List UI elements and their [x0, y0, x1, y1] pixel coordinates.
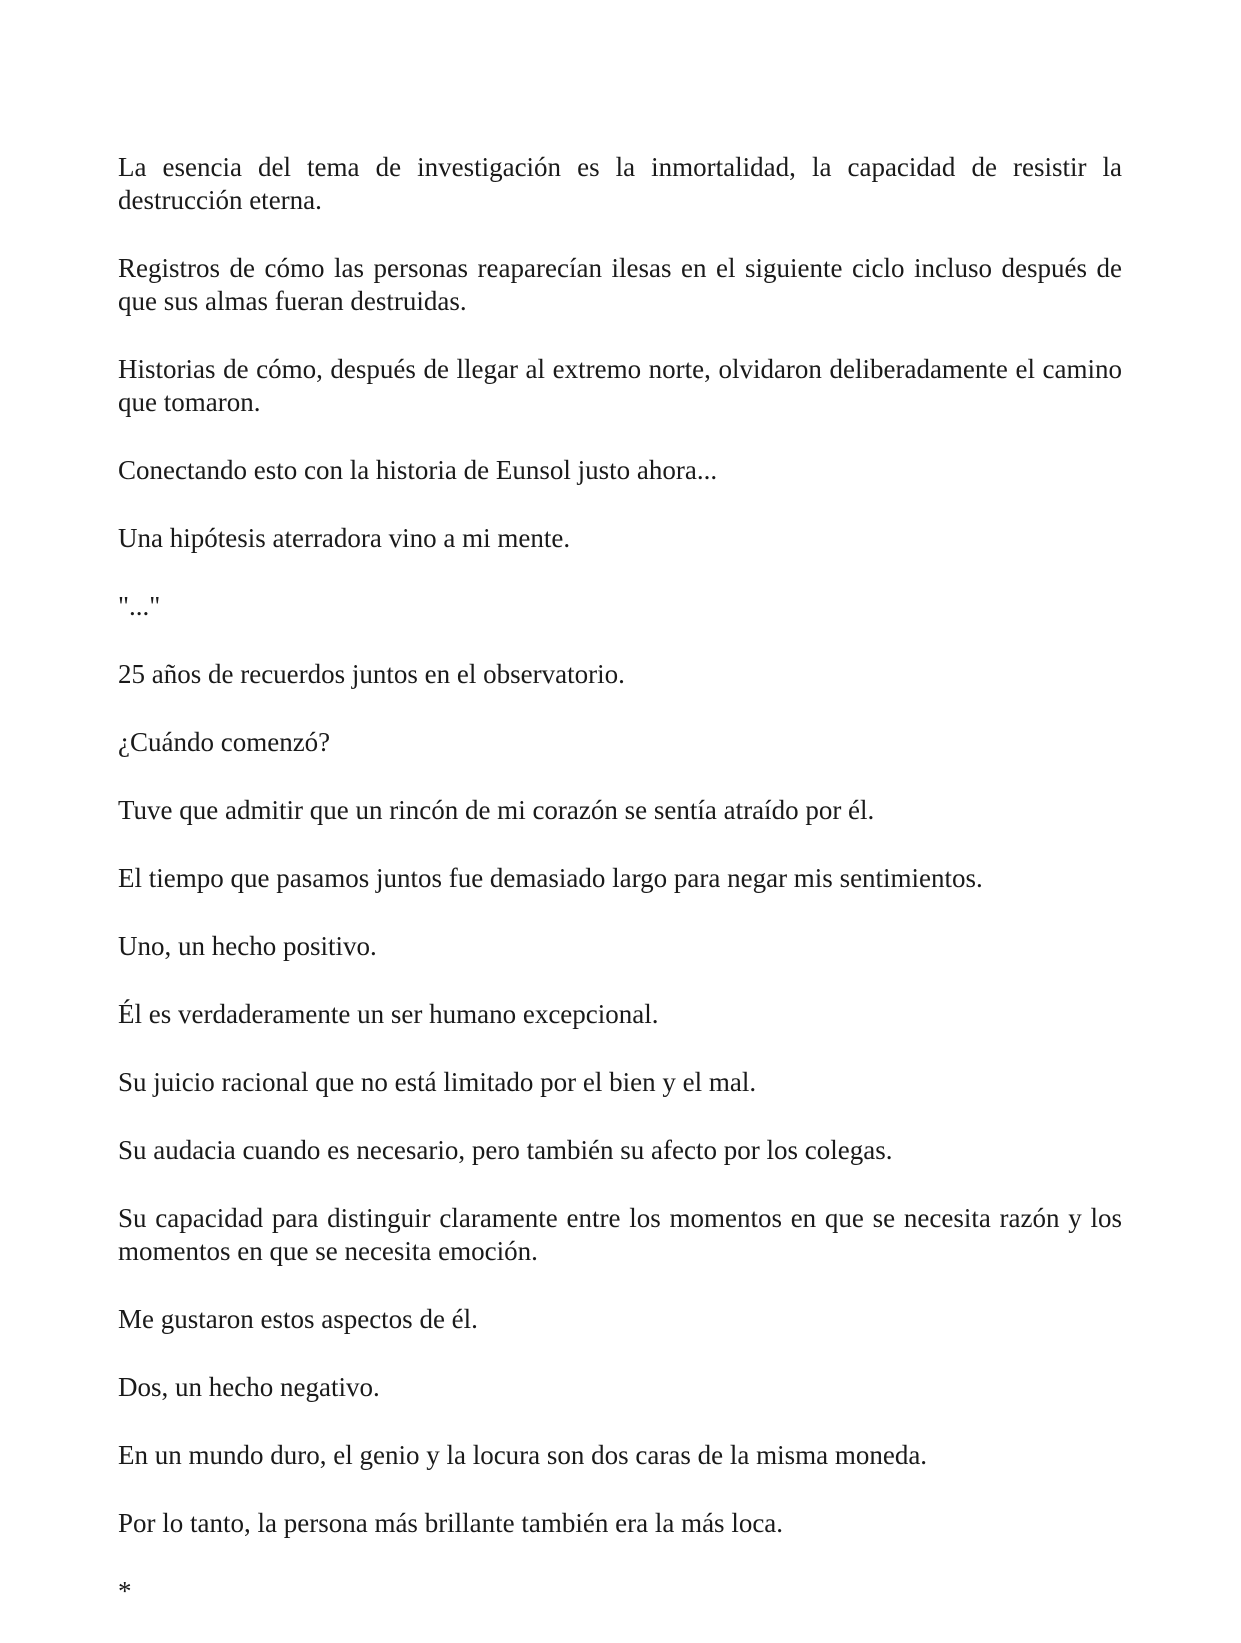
paragraph: Su juicio racional que no está limitado por el bien y el mal. — [118, 1067, 757, 1097]
paragraph: Tuve que admitir que un rincón de mi corazón se sentía atraído por él. — [118, 795, 875, 825]
paragraph: ¿Cuándo comenzó? — [118, 727, 331, 757]
paragraph: En un mundo duro, el genio y la locura son dos caras de la misma moneda. — [118, 1440, 928, 1470]
paragraph: Una hipótesis aterradora vino a mi mente. — [118, 523, 571, 553]
paragraph: "..." — [118, 591, 161, 621]
paragraph: Él es verdaderamente un ser humano excepcional. — [118, 999, 659, 1029]
paragraph: 25 años de recuerdos juntos en el observatorio. — [118, 659, 625, 689]
body-text — [118, 151, 1122, 1643]
paragraph: Historias de cómo, después de llegar al extremo norte, olvidaron deliberadamente el camino que tomaron. — [118, 354, 1122, 417]
paragraph: Uno, un hecho positivo. — [118, 931, 377, 961]
paragraph: El tiempo que pasamos juntos fue demasiado largo para negar mis sentimientos. — [118, 863, 983, 893]
paragraph: Su capacidad para distinguir claramente entre los momentos en que se necesita razón y los momentos en que se necesita emoción. — [118, 1203, 1122, 1266]
paragraph: Su audacia cuando es necesario, pero también su afecto por los colegas. — [118, 1135, 893, 1165]
paragraph: Por lo tanto, la persona más brillante también era la más loca. — [118, 1508, 784, 1538]
paragraph: Conectando esto con la historia de Eunsol justo ahora... — [118, 455, 718, 485]
paragraph: Me gustaron estos aspectos de él. — [118, 1304, 478, 1334]
paragraph: Dos, un hecho negativo. — [118, 1372, 380, 1402]
section-break: * — [118, 1576, 132, 1606]
paragraph: La esencia del tema de investigación es la inmortalidad, la capacidad de resistir la destrucción eterna. — [118, 152, 1122, 215]
paragraph: Registros de cómo las personas reaparecían ilesas en el siguiente ciclo incluso después de que sus almas fueran destruidas. — [118, 253, 1122, 316]
